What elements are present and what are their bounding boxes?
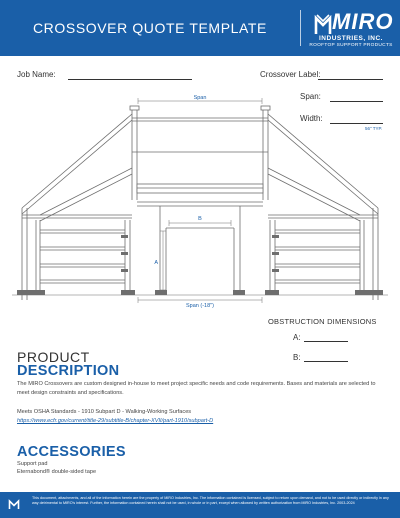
obstruction-b-label: B: (293, 353, 301, 362)
description-heading: DESCRIPTION (17, 363, 120, 379)
accessories-heading: ACCESSORIES (17, 444, 126, 460)
miro-footer-icon (8, 498, 20, 510)
obstruction-a-label: A: (293, 333, 301, 342)
dimension-b-label: B (198, 216, 202, 222)
dimension-a-label: A (154, 260, 158, 266)
osha-standard-text: Meets OSHA Standards - 1910 Subpart D - Walking-Working Surfaces (17, 409, 192, 415)
width-note: 56" TYP. (365, 126, 383, 131)
footer-disclaimer: This document, attachments, and all of the information herein are the property of MIRO Industries, Inc. The information contained is licensed, subject to return upon demand, and not to be used directly or indirectly in any way detrimental to MIRO's interest. Further, the information contained herein shall not be used, in whole or in part, except when allowed by written authorization from MIRO Industries, Inc. 2003-2024 (32, 496, 389, 505)
logo-wordmark: MIRO (332, 9, 394, 34)
obstruction-title: OBSTRUCTION DIMENSIONS (268, 317, 377, 326)
header-bar (0, 0, 400, 56)
header-divider (300, 10, 301, 46)
span-bottom-label: Span (-18") (186, 303, 214, 309)
crossover-drawing (0, 90, 400, 309)
product-description: The MIRO Crossovers are custom designed in-house to meet project specific needs and code requirements. Bases and materials are selected to meet design constraints and specifications. (17, 381, 376, 396)
job-name-field[interactable] (68, 79, 192, 80)
logo-tagline: ROOFTOP SUPPORT PRODUCTS (309, 43, 393, 48)
accessory-item: Support pad (17, 461, 48, 467)
crossover-label-field[interactable] (318, 79, 383, 80)
obstruction-a-field[interactable] (304, 341, 348, 342)
span-dimension-label: Span (193, 95, 207, 101)
logo-subtitle: INDUSTRIES, INC. (319, 35, 383, 42)
footer-bar (0, 492, 400, 518)
accessory-item: Eternabond® double-sided tape (17, 469, 97, 475)
crossover-label-label: Crossover Label: (260, 70, 321, 79)
osha-link[interactable]: https://www.ecfr.gov/current/title-29/subtitle-B/chapter-XVII/part-1910/subpart-D (17, 418, 214, 424)
width-label: Width: (300, 114, 323, 123)
miro-logo-icon (314, 12, 332, 36)
job-name-label: Job Name: (17, 70, 56, 79)
span-label: Span: (300, 92, 321, 101)
obstruction-b-field[interactable] (304, 361, 348, 362)
product-heading: PRODUCT (17, 349, 90, 365)
page-title: CROSSOVER QUOTE TEMPLATE (32, 20, 268, 36)
